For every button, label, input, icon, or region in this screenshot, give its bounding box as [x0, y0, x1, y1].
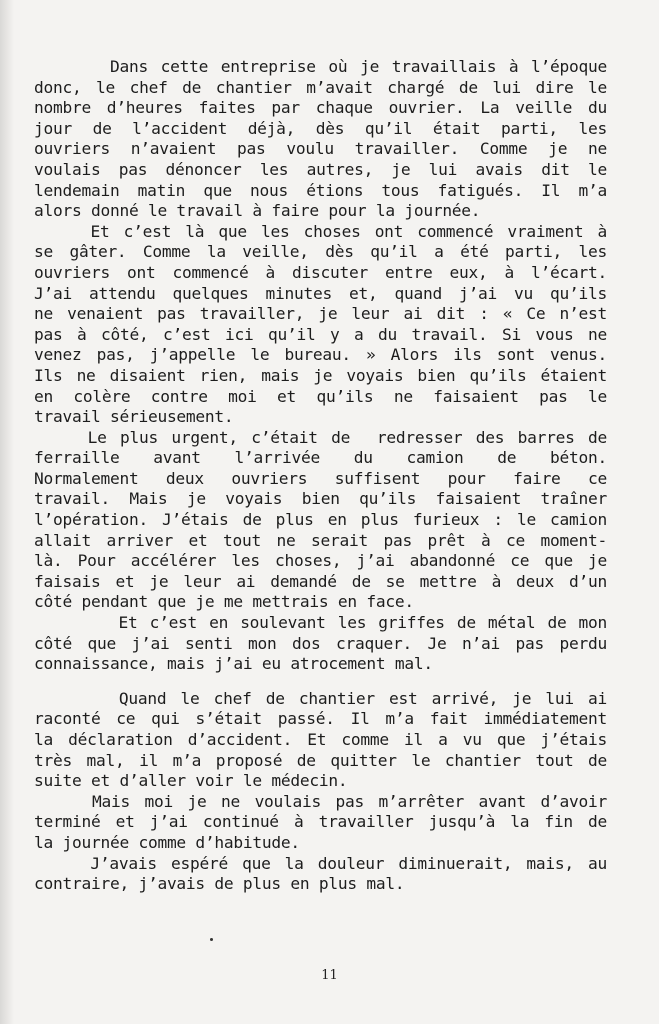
text-line: travail. Mais je voyais bien qu’ils faisaient traîner [34, 489, 607, 509]
text-line: voulais pas dénoncer les autres, je lui avais dit le [34, 159, 607, 179]
text-line: la déclaration d’accident. Et comme il a vu que j’étais [34, 730, 607, 749]
text-line: l’opération. J’étais de plus en plus furieux : le camion [34, 510, 607, 530]
text-line: la journée comme d’habitude. [34, 832, 300, 852]
text-line: Ils ne disaient rien, mais je voyais bien qu’ils étaient [34, 365, 607, 385]
text-line: alors donné le travail à faire pour la journée. [34, 201, 481, 221]
text-line: faisais et je leur ai demandé de se mettre à deux d’un [34, 571, 607, 591]
paragraph-gap [34, 675, 607, 689]
paragraph [34, 689, 607, 792]
text-line: lendemain matin que nous étions tous fatigués. Il m’a [34, 180, 607, 200]
text-line: en colère contre moi et qu’ils ne faisaient pas le [34, 386, 607, 406]
text-line: ferraille avant l’arrivée du camion de béton. [34, 448, 607, 468]
text-line: contraire, j’avais de plus en plus mal. [34, 874, 405, 894]
paragraph [34, 854, 607, 895]
text-line: là. Pour accélérer les choses, j’ai abandonné ce que je [34, 551, 607, 571]
paragraph [34, 222, 607, 428]
body-text [34, 57, 607, 895]
text-line: raconté ce qui s’était passé. Il m’a fait immédiatement [34, 709, 607, 729]
text-line: Dans cette entreprise où je travaillais à l’époque [34, 57, 607, 76]
text-line: J’ai attendu quelques minutes et, quand j’ai vu qu’ils [34, 283, 607, 303]
text-line: allait arriver et tout ne serait pas prêt à ce moment- [34, 530, 607, 550]
text-line: très mal, il m’a proposé de quitter le chantier tout de [34, 750, 607, 770]
ink-speck [210, 938, 213, 941]
text-line: J’avais espéré que la douleur diminuerait, mais, au [34, 853, 607, 873]
text-line: pas à côté, c’est ici qu’il y a du travail. Si vous ne [34, 324, 607, 344]
text-line: se gâter. Comme la veille, dès qu’il a été parti, les [34, 242, 607, 262]
paragraph [34, 57, 607, 222]
text-line: connaissance, mais j’ai eu atrocement mal. [34, 654, 433, 674]
text-line: ne venaient pas travailler, je leur ai dit : « Ce n’est [34, 304, 607, 324]
paragraph [34, 428, 607, 613]
text-line: Le plus urgent, c’était de redresser des barres de [34, 427, 607, 447]
text-line: donc, le chef de chantier m’avait chargé de lui dire le [34, 77, 607, 97]
text-line: terminé et j’ai continué à travailler jusqu’à la fin de [34, 812, 607, 832]
text-line: Mais moi je ne voulais pas m’arrêter avant d’avoir [34, 791, 607, 811]
text-line: jour de l’accident déjà, dès qu’il était parti, les [34, 118, 607, 138]
text-line: Normalement deux ouvriers suffisent pour faire ce [34, 468, 607, 488]
text-line: Et c’est là que les choses ont commencé vraiment à [34, 221, 607, 241]
text-line: ouvriers n’avaient pas voulu travailler. Comme je ne [34, 139, 607, 159]
page-number: 11 [321, 968, 338, 983]
text-line: côté que j’ai senti mon dos craquer. Je n’ai pas perdu [34, 633, 607, 653]
text-line: Quand le chef de chantier est arrivé, je lui ai [34, 688, 607, 708]
text-line: nombre d’heures faites par chaque ouvrier. La veille du [34, 98, 607, 118]
text-line: côté pendant que je me mettrais en face. [34, 592, 414, 612]
text-line: Et c’est en soulevant les griffes de métal de mon [34, 613, 607, 633]
text-line: ouvriers ont commencé à discuter entre eux, à l’écart. [34, 262, 607, 282]
text-line: venez pas, j’appelle le bureau. » Alors ils sont venus. [34, 345, 607, 365]
paragraph [34, 792, 607, 854]
page-edge-shadow [0, 0, 14, 1024]
paragraph [34, 613, 607, 675]
text-line: suite et d’aller voir le médecin. [34, 771, 348, 791]
text-line: travail sérieusement. [34, 407, 234, 427]
